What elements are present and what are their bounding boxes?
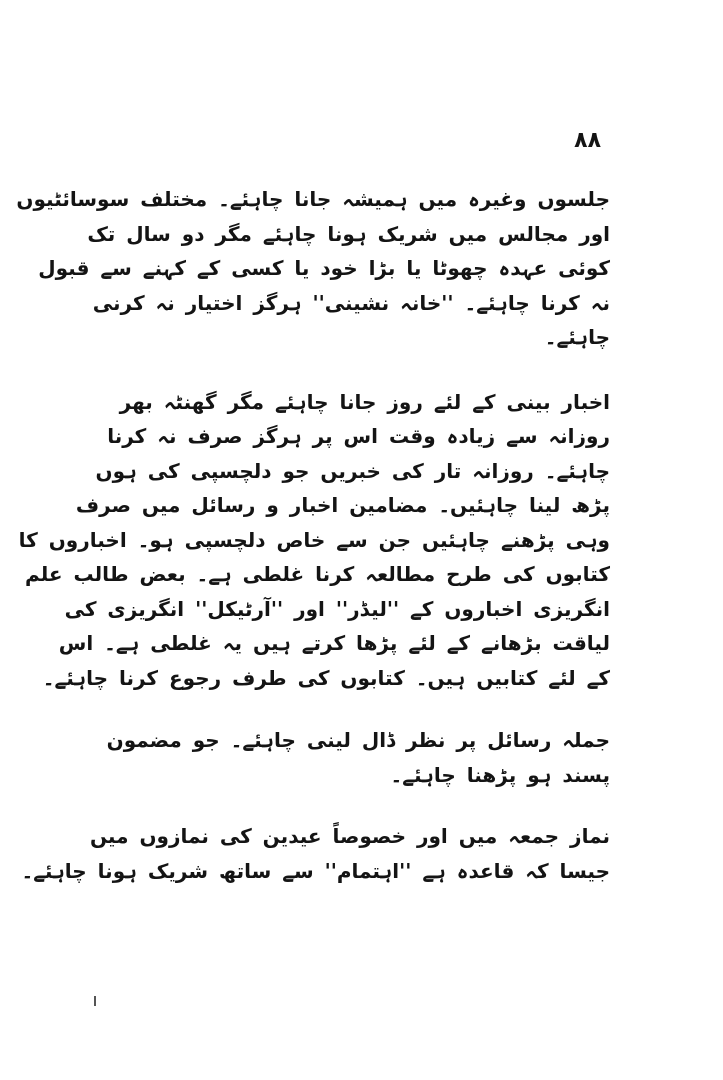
text-line: جیسا کہ قاعدہ ہے ''اہتمام'' سے ساتھ شریک ہونا چاہئے۔ — [21, 858, 610, 883]
paragraph-1 — [16, 182, 610, 355]
text-line: روزانہ سے زیادہ وقت اس پر ہرگز صرف نہ کرنا — [107, 424, 610, 448]
text-line: جملہ رسائل پر نظر ڈال لینی چاہئے۔ جو مضمون — [106, 728, 610, 752]
text-line: نماز جمعہ میں اور خصوصاً عیدین کی نمازوں میں — [89, 824, 610, 848]
text-line: جلسوں وغیرہ میں ہمیشہ جانا چاہئے۔ مختلف سوسائٹیوں — [16, 187, 610, 211]
page-body — [16, 182, 610, 888]
scan-mark — [94, 996, 96, 1006]
paragraph-3 — [106, 723, 610, 792]
text-line: کوئی عہدہ چھوٹا یا بڑا خود یا کسی کے کہنے سے قبول — [38, 256, 610, 280]
paragraph-4 — [21, 819, 610, 888]
text-line: لیاقت بڑھانے کے لئے پڑھا کرتے ہیں یہ غلطی ہے۔ اس — [58, 631, 610, 655]
text-line: اور مجالس میں شریک ہونا چاہئے مگر دو سال تک — [87, 221, 610, 246]
text-line: کتابوں کی طرح مطالعہ کرنا غلطی ہے۔ بعض طالب علم — [25, 562, 610, 586]
text-line: چاہئے۔ — [544, 325, 610, 349]
text-line: چاہئے۔ روزانہ تار کی خبریں جو دلچسپی کی ہوں — [95, 458, 610, 483]
text-line: پڑھ لینا چاہئیں۔ مضامین اخبار و رسائل میں صرف — [75, 493, 610, 517]
text-line: انگریزی اخباروں کے ''لیڈر'' اور ''آرٹیکل'' انگریزی کی — [64, 596, 610, 621]
text-line: پسند ہو پڑھنا چاہئے۔ — [390, 762, 610, 787]
paragraph-2 — [18, 385, 610, 696]
text-line: نہ کرنا چاہئے۔ ''خانہ نشینی'' ہرگز اختیار نہ کرنی — [92, 290, 610, 315]
text-line: کے لئے کتابیں ہیں۔ کتابوں کی طرف رجوع کرنا چاہئے۔ — [42, 665, 610, 690]
page-number: ۸۸ — [574, 128, 601, 153]
text-line: اخبار بینی کے لئے روز جانا چاہئے مگر گھنٹہ بھر — [119, 389, 610, 414]
text-line: وہی پڑھنے چاہئیں جن سے خاص دلچسپی ہو۔ اخباروں کا — [18, 527, 610, 552]
